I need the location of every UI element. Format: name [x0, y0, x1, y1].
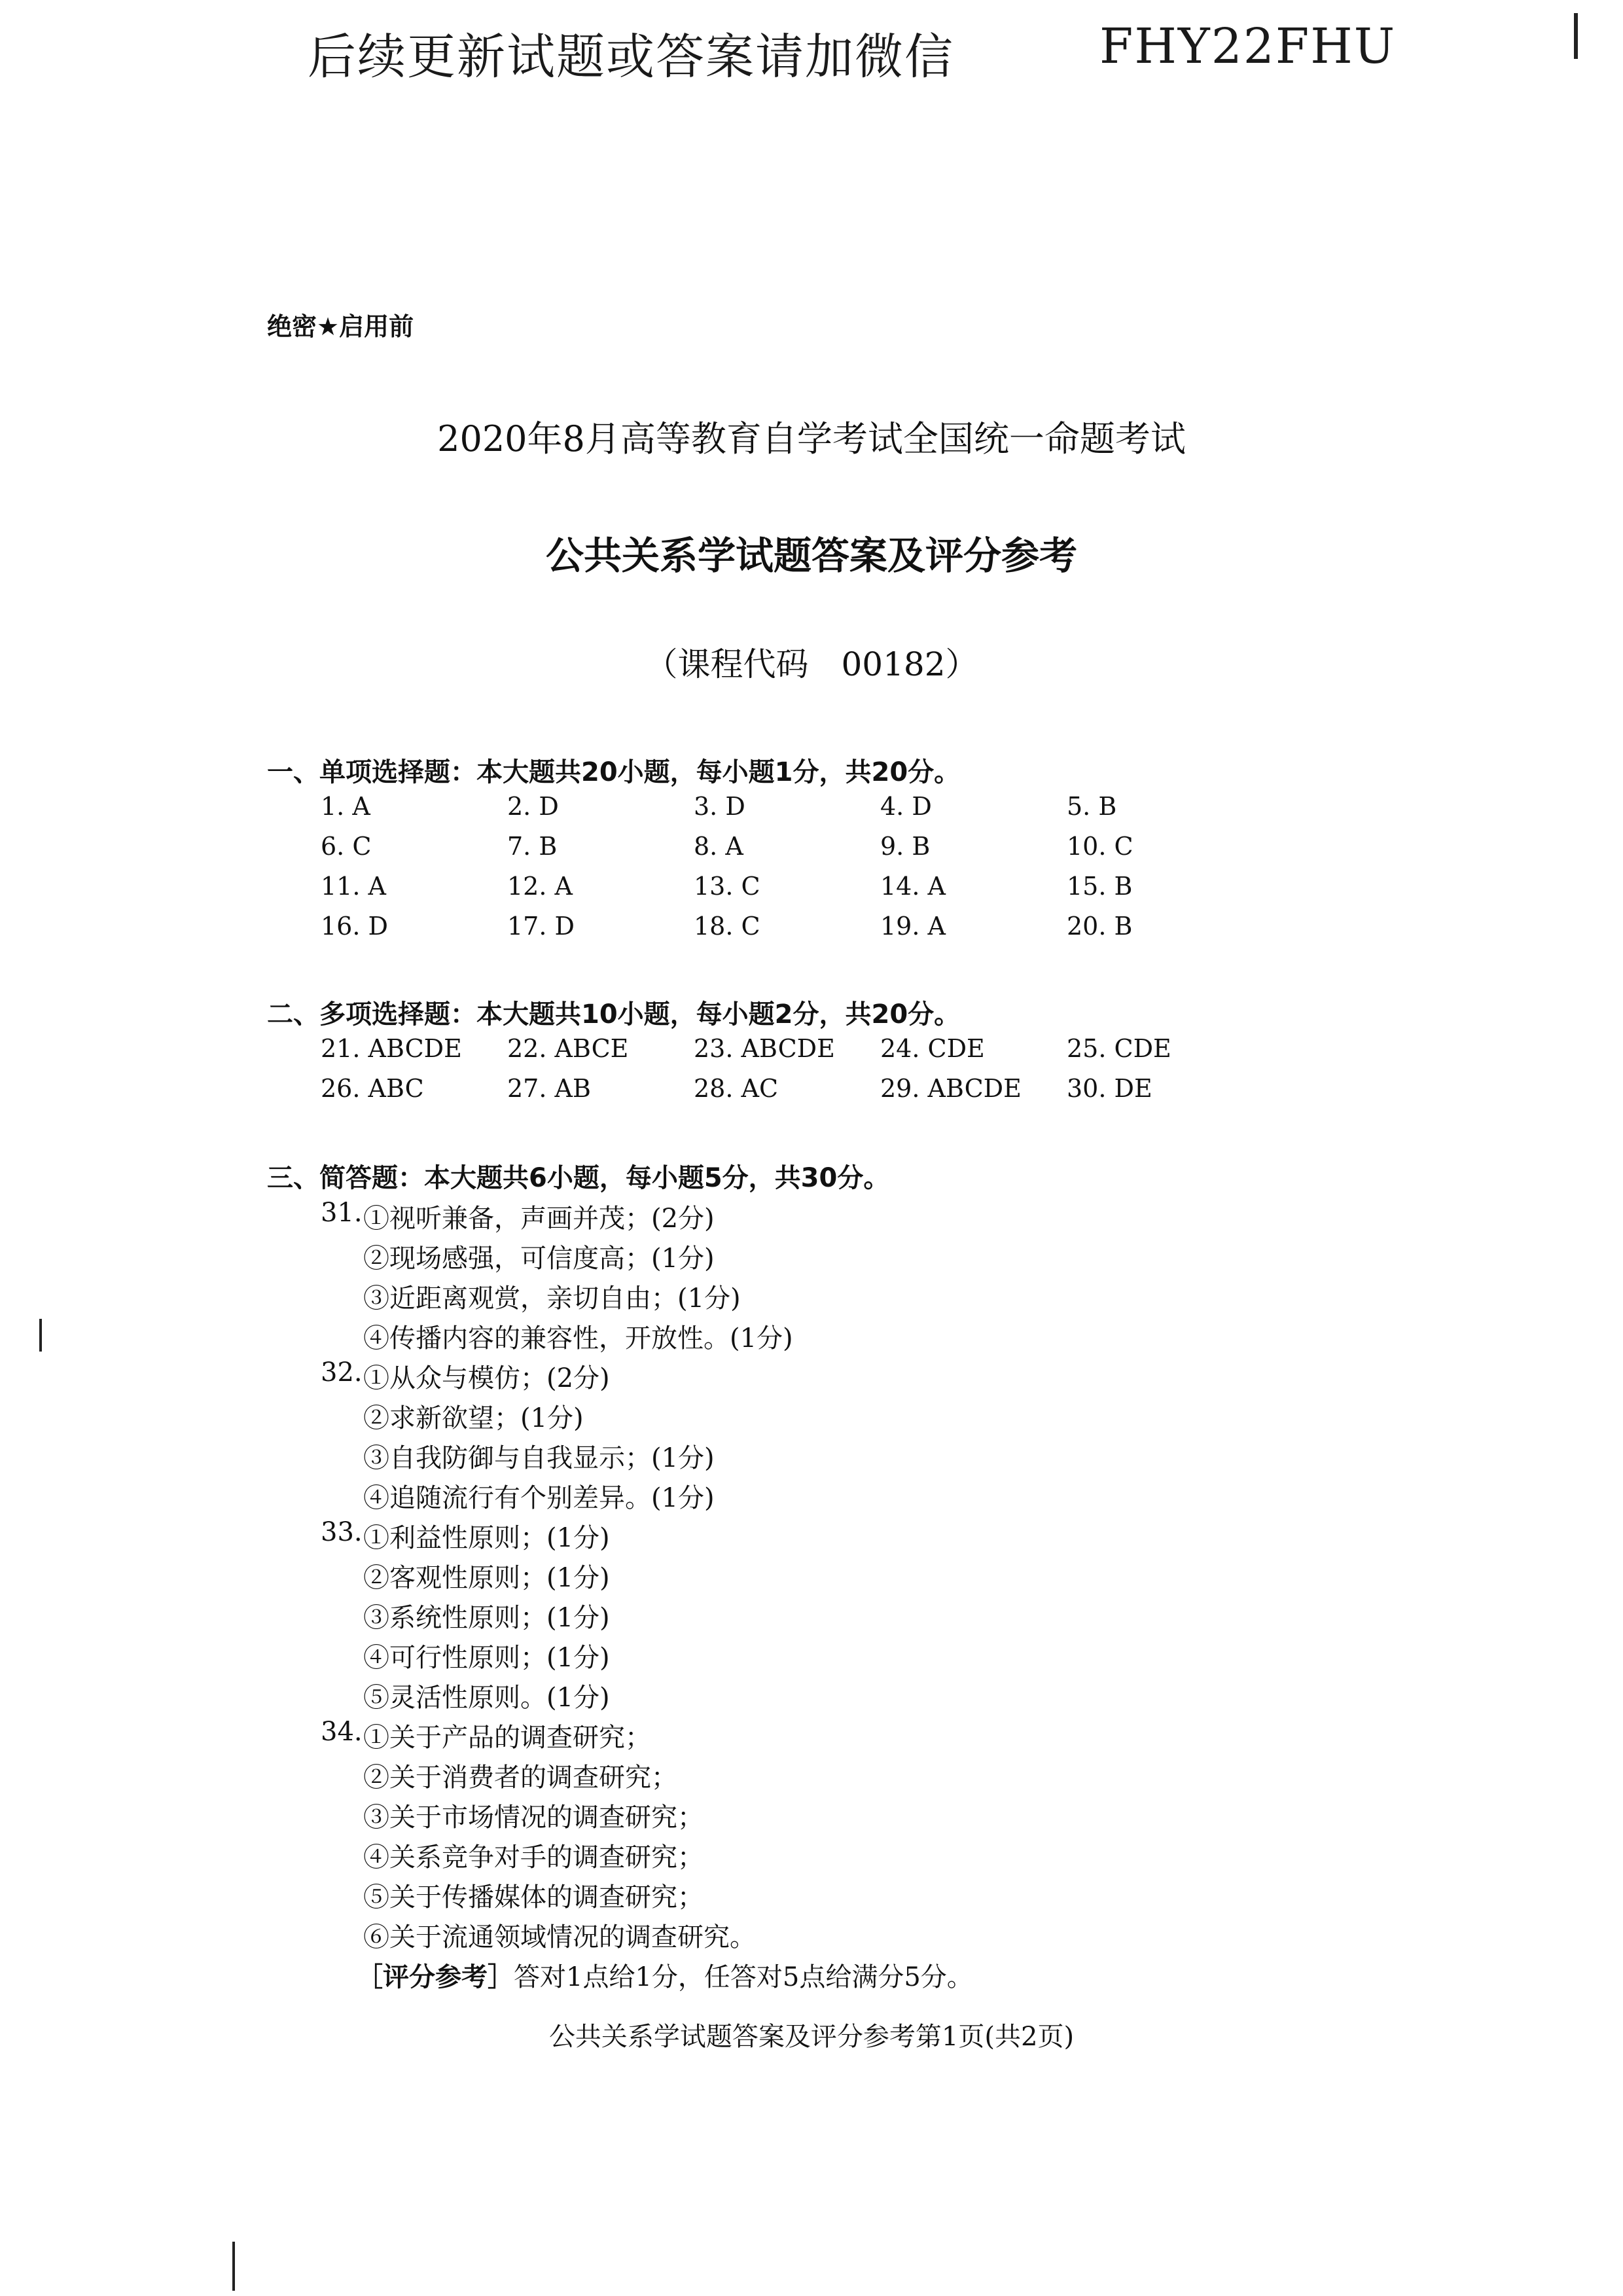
answer-cell: 6. C — [321, 832, 372, 861]
answer-point: ③自我防御与自我显示；(1分) — [363, 1443, 715, 1473]
question-number: 34. — [321, 1717, 363, 1747]
answer-cell: 11. A — [321, 872, 386, 901]
question-number: 32. — [321, 1357, 363, 1388]
scoring-note — [357, 1956, 973, 1994]
answer-cell: 2. D — [507, 792, 559, 821]
answer-point: ⑤关于传播媒体的调查研究； — [363, 1882, 704, 1912]
answer-point: ②现场感强，可信度高；(1分) — [363, 1244, 715, 1274]
answer-cell: 15. B — [1067, 872, 1133, 901]
answer-point: ①视听兼备，声画并茂；(2分) — [363, 1204, 715, 1234]
section2-title: 二、多项选择题：本大题共10小题，每小题2分，共20分。 — [267, 999, 961, 1030]
answer-point: ①关于产品的调查研究； — [363, 1723, 651, 1753]
answer-point: ②客观性原则；(1分) — [363, 1563, 610, 1593]
answer-cell: 18. C — [694, 912, 760, 941]
scan-mark-bottom — [232, 2242, 235, 2291]
page-footer: 公共关系学试题答案及评分参考第1页(共2页) — [548, 2022, 1075, 2052]
answer-point: ③系统性原则；(1分) — [363, 1603, 610, 1633]
question-number: 31. — [321, 1198, 363, 1228]
answer-cell: 4. D — [880, 792, 932, 821]
question-number: 33. — [321, 1517, 363, 1547]
answer-cell: 7. B — [507, 832, 558, 861]
answer-cell: 28. AC — [694, 1074, 779, 1103]
answer-cell: 21. ABCDE — [321, 1034, 462, 1063]
section3-title: 三、简答题：本大题共6小题，每小题5分，共30分。 — [267, 1163, 890, 1193]
subject-title: 公共关系学试题答案及评分参考 — [545, 533, 1077, 578]
scoring-note-text: 答对1点给1分，任答对5点给满分5分。 — [514, 1962, 973, 1992]
answer-point: ①利益性原则；(1分) — [363, 1523, 610, 1553]
answer-cell: 22. ABCE — [507, 1034, 629, 1063]
answer-cell: 3. D — [694, 792, 745, 821]
answer-point: ①从众与模仿；(2分) — [363, 1363, 610, 1393]
answer-point: ③近距离观赏，亲切自由；(1分) — [363, 1283, 741, 1314]
answer-cell: 1. A — [321, 792, 370, 821]
answer-cell: 8. A — [694, 832, 743, 861]
answer-cell: 14. A — [880, 872, 946, 901]
answer-cell: 24. CDE — [880, 1034, 985, 1063]
answer-cell: 27. AB — [507, 1074, 591, 1103]
answer-cell: 16. D — [321, 912, 388, 941]
answer-cell: 13. C — [694, 872, 760, 901]
answer-cell: 25. CDE — [1067, 1034, 1171, 1063]
answer-point: ③关于市场情况的调查研究； — [363, 1803, 704, 1833]
header-contact-note: 后续更新试题或答案请加微信 — [308, 29, 954, 85]
answer-cell: 12. A — [507, 872, 573, 901]
scan-mark-left — [39, 1319, 42, 1352]
answer-cell: 29. ABCDE — [880, 1074, 1022, 1103]
answer-cell: 5. B — [1067, 792, 1117, 821]
answer-cell: 9. B — [880, 832, 931, 861]
header-wechat-id: FHY22FHU — [1099, 18, 1397, 75]
scoring-note-label: ［评分参考］ — [357, 1962, 514, 1992]
answer-cell: 23. ABCDE — [694, 1034, 835, 1063]
section1-title: 一、单项选择题：本大题共20小题，每小题1分，共20分。 — [267, 757, 961, 787]
answer-cell: 20. B — [1067, 912, 1133, 941]
answer-point: ④关系竞争对手的调查研究； — [363, 1842, 704, 1873]
answer-point: ④追随流行有个别差异。(1分) — [363, 1483, 715, 1513]
answer-cell: 30. DE — [1067, 1074, 1152, 1103]
answer-point: ②关于消费者的调查研究； — [363, 1763, 677, 1793]
answer-point: ④传播内容的兼容性，开放性。(1分) — [363, 1323, 793, 1354]
answer-cell: 10. C — [1067, 832, 1133, 861]
answer-point: ⑤灵活性原则。(1分) — [363, 1683, 610, 1713]
exam-title: 2020年8月高等教育自学考试全国统一命题考试 — [437, 418, 1186, 459]
answer-point: ②求新欲望；(1分) — [363, 1403, 584, 1433]
answer-point: ⑥关于流通领域情况的调查研究。 — [363, 1922, 756, 1952]
answer-cell: 19. A — [880, 912, 946, 941]
course-code: （课程代码 00182） — [645, 645, 978, 683]
scan-mark-top-right — [1574, 13, 1578, 59]
answer-cell: 17. D — [507, 912, 575, 941]
answer-cell: 26. ABC — [321, 1074, 424, 1103]
answer-point: ④可行性原则；(1分) — [363, 1643, 610, 1673]
confidential-label: 绝密★启用前 — [267, 312, 414, 341]
